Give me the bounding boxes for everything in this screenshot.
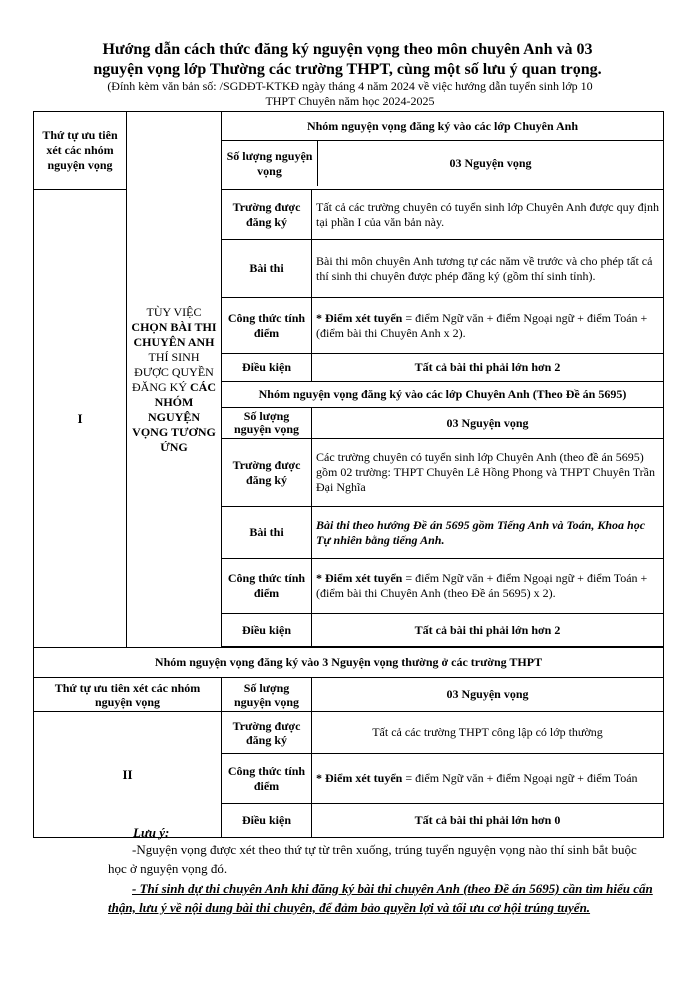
document-subtitle xyxy=(60,79,640,109)
group1-cond-label: Điều kiện xyxy=(222,354,312,382)
group2-title: Nhóm nguyện vọng đăng ký vào các lớp Chuyên Anh (Theo Đề án 5695) xyxy=(222,382,664,408)
group3-title: Nhóm nguyện vọng đăng ký vào 3 Nguyện vọng thường ở các trường THPT xyxy=(34,648,664,678)
group1-count-value: 03 Nguyện vọng xyxy=(449,156,532,170)
group3-cond-value: Tất cả bài thi phải lớn hơn 0 xyxy=(312,804,664,838)
group2-formula-label: Công thức tính điểm xyxy=(222,559,312,614)
group2-exam-value: Bài thi theo hướng Đề án 5695 gồm Tiếng Anh và Toán, Khoa học Tự nhiên bằng tiếng Anh. xyxy=(312,507,664,559)
choice-text-3: THÍ SINH ĐƯỢC QUYỀN ĐĂNG KÝ xyxy=(132,349,214,394)
group3-cond-label: Điều kiện xyxy=(222,804,312,838)
group2-schools-value: Các trường chuyên có tuyển sinh lớp Chuyên Anh (theo đề án 5695) gồm 02 trường: THPT Chuyên Lê Hồng Phong và THPT Chuyên Trần Đại Nghĩa xyxy=(312,439,664,507)
group1-exam-value: Bài thi môn chuyên Anh tương tự các năm về trước và cho phép tất cả thí sinh thi chuyên được phép đăng ký (gồm thí sinh tỉnh). xyxy=(312,240,664,298)
table-row xyxy=(34,712,664,754)
group1-exam-label: Bài thi xyxy=(222,240,312,298)
note-2: - Thí sinh dự thi chuyên Anh khi đăng ký bài thi chuyên Anh (theo Đề án 5695) cần tìm hiểu cẩn thận, lưu ý về nội dung bài thi chuyên, để đảm bảo quyền lợi và tối ưu cơ hội trúng tuyển. xyxy=(108,881,653,915)
group2-formula-rest: = điểm Ngữ văn + điểm Ngoại ngữ + điểm Toán + (điểm bài thi Chuyên Anh (theo Đề án 5695) x 2). xyxy=(316,571,648,600)
group3-schools-value: Tất cả các trường THPT công lập có lớp thường xyxy=(312,712,664,754)
table-row xyxy=(34,678,664,712)
group2-formula-value xyxy=(312,559,664,614)
group1-count-label: Số lượng nguyện vọng xyxy=(222,141,318,186)
group2-count-value: 03 Nguyện vọng xyxy=(312,408,664,439)
group3-formula-value xyxy=(312,754,664,804)
group1-formula-rest: = điểm Ngữ văn + điểm Ngoại ngữ + điểm Toán + (điểm bài thi Chuyên Anh x 2). xyxy=(316,310,648,340)
order-cell-II: II xyxy=(34,712,222,838)
order-cell-I: I xyxy=(34,190,127,648)
group1-formula-label: Công thức tính điểm xyxy=(222,298,312,354)
choice-text-2: CHỌN BÀI THI CHUYÊN ANH xyxy=(131,319,217,349)
group1-cond-value: Tất cả bài thi phải lớn hơn 2 xyxy=(312,354,664,382)
group1-title: Nhóm nguyện vọng đăng ký vào các lớp Chuyên Anh xyxy=(222,112,663,141)
notes-heading: Lưu ý: xyxy=(133,825,170,840)
group3-count-value: 03 Nguyện vọng xyxy=(312,678,664,712)
group2-formula-bold: * Điểm xét tuyển xyxy=(316,571,403,585)
choice-explanation-cell xyxy=(127,112,222,648)
document-title-line1: Hướng dẫn cách thức đăng ký nguyện vọng theo môn chuyên Anh và 03 xyxy=(102,41,593,58)
group3-schools-label: Trường được đăng ký xyxy=(222,712,312,754)
group3-formula-rest: = điểm Ngữ văn + điểm Ngoại ngữ + điểm Toán xyxy=(402,771,638,785)
registration-table xyxy=(33,111,664,838)
choice-text-4: CÁC NHÓM NGUYỆN VỌNG TƯƠNG ỨNG xyxy=(132,379,216,454)
group1-schools-value: Tất cả các trường chuyên có tuyển sinh lớp Chuyên Anh được quy định tại phần I của văn bản này. xyxy=(312,190,664,240)
group1-schools-label: Trường được đăng ký xyxy=(222,190,312,240)
table-row xyxy=(34,112,664,190)
group2-exam-label: Bài thi xyxy=(222,507,312,559)
subtitle-line2: THPT Chuyên năm học 2024-2025 xyxy=(265,94,435,108)
order-column-header: Thứ tự ưu tiên xét các nhóm nguyện vọng xyxy=(34,112,127,190)
choice-text-1: TÙY VIỆC xyxy=(146,304,202,319)
group1-count-row xyxy=(222,141,663,186)
group1-formula-bold: * Điểm xét tuyển xyxy=(316,310,403,325)
group2-cond-value: Tất cả bài thi phải lớn hơn 2 xyxy=(312,614,664,647)
group3-order-header: Thứ tự ưu tiên xét các nhóm nguyện vọng xyxy=(34,678,222,712)
document-title-line2: nguyện vọng lớp Thường các trường THPT, cùng một số lưu ý quan trọng. xyxy=(93,61,602,78)
note-1: -Nguyện vọng được xét theo thứ tự từ trên xuống, trúng tuyển nguyện vọng nào thí sinh bắt buộc học ở nguyện vọng đó. xyxy=(108,842,637,876)
group3-formula-bold: * Điểm xét tuyển xyxy=(316,771,403,785)
group3-count-label: Số lượng nguyện vọng xyxy=(222,678,312,712)
table-row xyxy=(34,648,664,678)
group1-formula-value xyxy=(312,298,664,354)
group2-count-label: Số lượng nguyện vọng xyxy=(222,408,312,439)
group2-schools-label: Trường được đăng ký xyxy=(222,439,312,507)
group1-header-cell xyxy=(222,112,664,190)
subtitle-line1: (Đính kèm văn bản số: /SGDĐT-KTKĐ ngày tháng 4 năm 2024 về việc hướng dẫn tuyển sinh lớp 10 xyxy=(107,79,593,93)
group2-cond-label: Điều kiện xyxy=(222,614,312,647)
group3-formula-label: Công thức tính điểm xyxy=(222,754,312,804)
